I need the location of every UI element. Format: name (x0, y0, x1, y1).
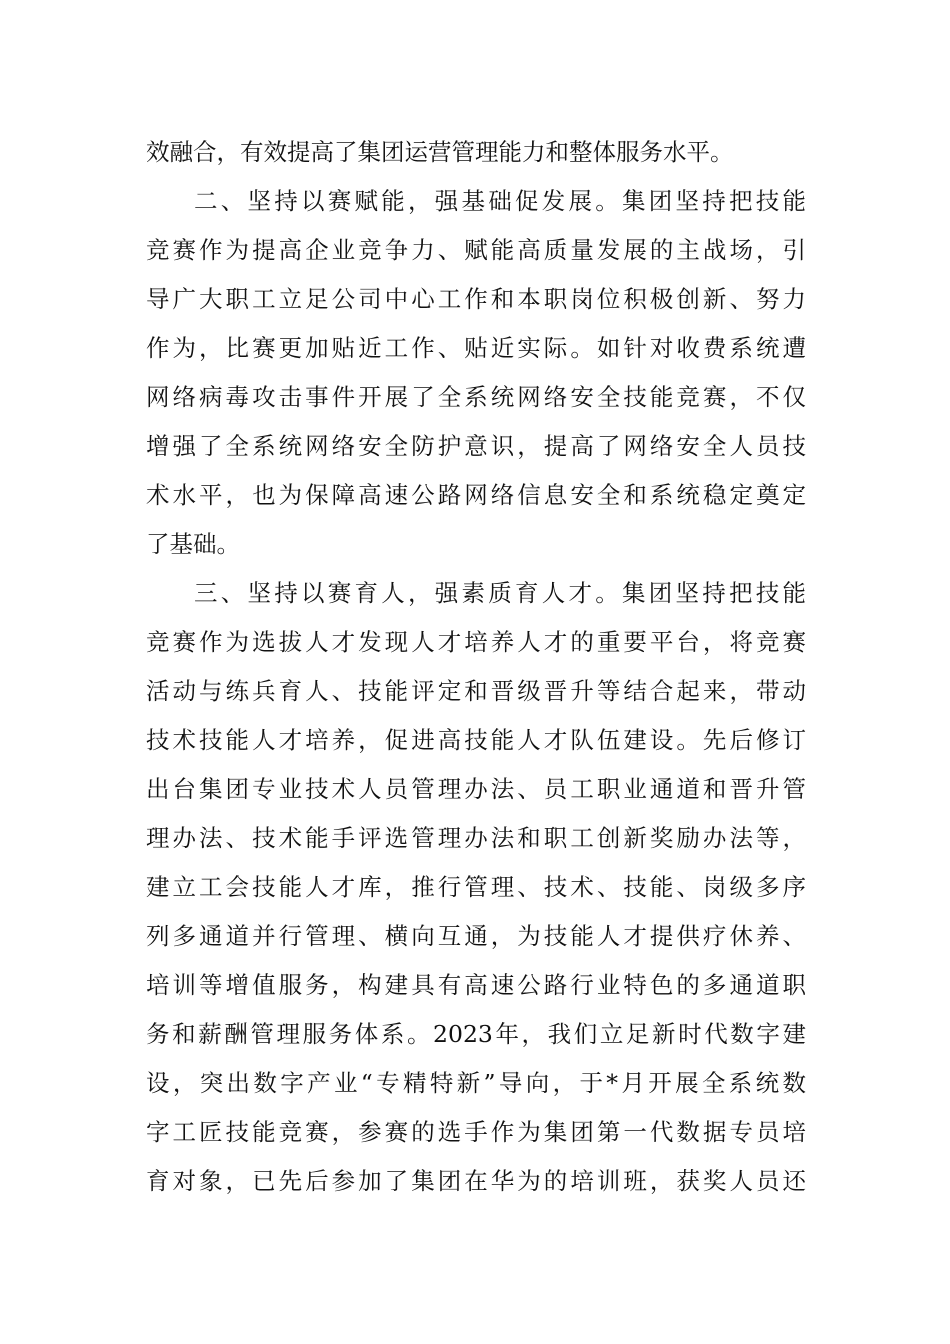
text-line: 术水平，也为保障高速公路网络信息安全和系统稳定奠定 (146, 481, 806, 509)
text-line: 培训等增值服务，构建具有高速公路行业特色的多通道职 (146, 971, 806, 999)
text-line: 效融合，有效提高了集团运营管理能力和整体服务水平。 (146, 138, 734, 166)
text-line: 网络病毒攻击事件开展了全系统网络安全技能竞赛，不仅 (146, 383, 806, 411)
text-line: 务和薪酬管理服务体系。2023年，我们立足新时代数字建 (146, 1020, 806, 1048)
text-line: 育对象，已先后参加了集团在华为的培训班，获奖人员还 (146, 1167, 806, 1195)
text-line: 列多通道并行管理、横向互通，为技能人才提供疗休养、 (146, 922, 806, 950)
text-line: 理办法、技术能手评选管理办法和职工创新奖励办法等， (146, 824, 806, 852)
text-line: 导广大职工立足公司中心工作和本职岗位积极创新、努力 (146, 285, 806, 313)
text-line: 竞赛作为提高企业竞争力、赋能高质量发展的主战场，引 (146, 236, 806, 264)
text-line: 竞赛作为选拔人才发现人才培养人才的重要平台，将竞赛 (146, 628, 806, 656)
text-line: 活动与练兵育人、技能评定和晋级晋升等结合起来，带动 (146, 677, 806, 705)
text-line: 设，突出数字产业“专精特新”导向，于*月开展全系统数 (146, 1069, 806, 1097)
text-line: 了基础。 (146, 530, 240, 558)
text-line: 作为，比赛更加贴近工作、贴近实际。如针对收费系统遭 (146, 334, 806, 362)
paragraph-heading-line: 三、坚持以赛育人，强素质育人才。集团坚持把技能 (194, 579, 806, 607)
text-line: 字工匠技能竞赛，参赛的选手作为集团第一代数据专员培 (146, 1118, 806, 1146)
text-line: 建立工会技能人才库，推行管理、技术、技能、岗级多序 (146, 873, 806, 901)
text-line: 增强了全系统网络安全防护意识，提高了网络安全人员技 (146, 432, 806, 460)
paragraph-heading-line: 二、坚持以赛赋能，强基础促发展。集团坚持把技能 (194, 187, 806, 215)
text-line: 出台集团专业技术人员管理办法、员工职业通道和晋升管 (146, 775, 806, 803)
text-line: 技术技能人才培养，促进高技能人才队伍建设。先后修订 (146, 726, 806, 754)
